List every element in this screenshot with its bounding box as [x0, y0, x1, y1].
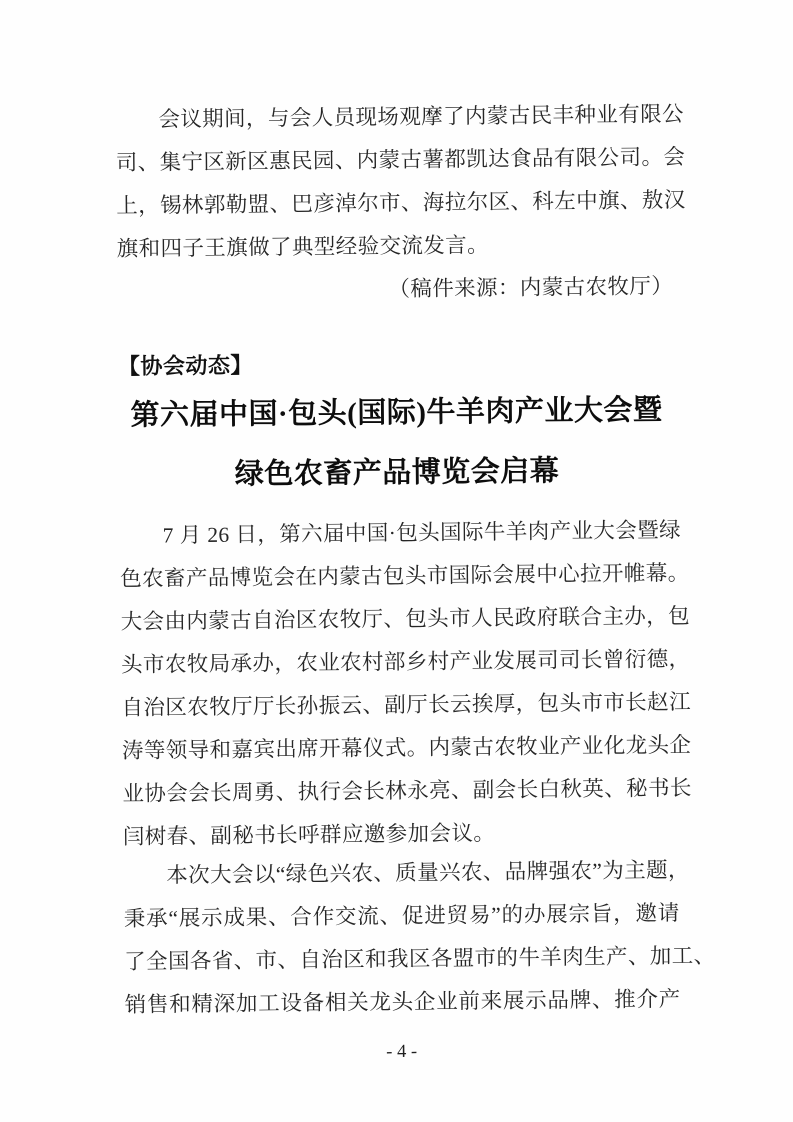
- body-line: 涛等领导和嘉宾出席开幕仪式。内蒙古农牧业产业化龙头企: [121, 732, 692, 763]
- body-line: 旗和四子王旗做了典型经验交流发言。: [116, 233, 490, 261]
- article-title-line2: 绿色农畜产品博览会启幕: [234, 455, 560, 491]
- article-paragraph-2: [123, 849, 716, 1027]
- source-note: （稿件来源：内蒙古农牧厅）: [388, 274, 674, 302]
- article-paragraph-1: [120, 509, 692, 859]
- body-line: 色农畜产品博览会在内蒙古包头市国际会展中心拉开帷幕。: [120, 560, 690, 591]
- section-header: 【协会动态】: [117, 352, 254, 379]
- body-line: 会议期间，与会人员现场观摩了内蒙古民丰种业有限公: [158, 101, 685, 132]
- body-line: 自治区农牧厅厅长孙振云、副厅长云挨厚，包头市市长赵江: [121, 689, 692, 720]
- body-line: 司、集宁区新区惠民园、内蒙古薯都凯达食品有限公司。会: [115, 144, 686, 175]
- body-line: 秉承“展示成果、合作交流、促进贸易”的办展宗旨，邀请: [123, 901, 680, 931]
- body-line: 销售和精深加工设备相关龙头企业前来展示品牌、推介产: [124, 987, 681, 1017]
- article-title-line1: 第六届中国·包头(国际)牛羊肉产业大会暨: [130, 394, 663, 432]
- body-line: 业协会会长周勇、执行会长林永亮、副会长白秋英、秘书长: [122, 775, 692, 806]
- body-line: 大会由内蒙古自治区农牧厅、包头市人民政府联合主办，包: [120, 603, 691, 634]
- body-line: 闫树春、副秘书长呼群应邀参加会议。: [122, 820, 496, 849]
- body-line: 本次大会以“绿色兴农、质量兴农、品牌强农”为主题，: [166, 857, 690, 888]
- body-line: 上，锡林郭勒盟、巴彦淖尔市、海拉尔区、科左中旗、敖汉: [116, 187, 686, 218]
- page-number: - 4 -: [386, 1041, 418, 1063]
- body-line: 头市农牧局承办，农业农村部乡村产业发展司司长曾衍德，: [120, 646, 691, 677]
- body-line: 了全国各省、市、自治区和我区各盟市的牛羊肉生产、加工、: [124, 943, 716, 974]
- previous-article-paragraph: [115, 93, 686, 271]
- article-title: [118, 380, 675, 506]
- body-line: 7 月 26 日，第六届中国·包头国际牛羊肉产业大会暨绿: [162, 518, 682, 548]
